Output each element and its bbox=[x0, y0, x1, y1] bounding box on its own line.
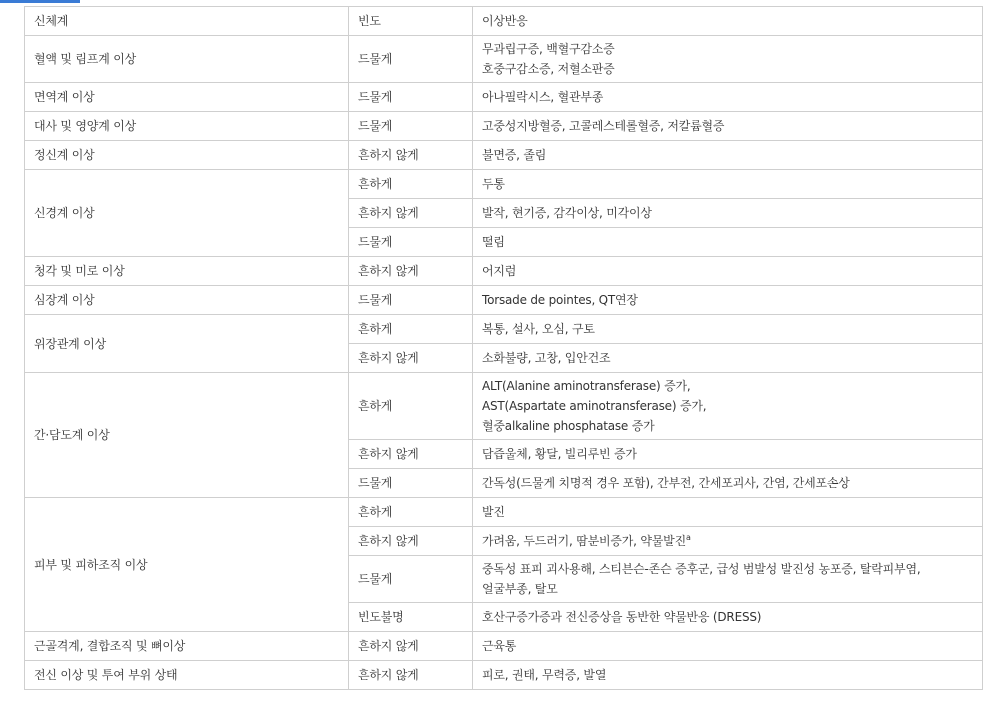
reaction-text bbox=[482, 636, 982, 656]
table-row bbox=[25, 112, 983, 141]
reaction-line: 얼굴부종, 탈모 bbox=[482, 582, 558, 596]
frequency-cell: 흔하지 않게 bbox=[349, 440, 473, 469]
reaction-line: 불면증, 졸림 bbox=[482, 148, 547, 162]
reaction-line: 발작, 현기증, 감각이상, 미각이상 bbox=[482, 206, 652, 220]
table-header-row bbox=[25, 7, 983, 36]
header-system: 신체계 bbox=[25, 7, 349, 36]
system-cell: 간·담도계 이상 bbox=[25, 373, 349, 498]
frequency-cell: 드물게 bbox=[349, 228, 473, 257]
frequency-cell: 흔하지 않게 bbox=[349, 257, 473, 286]
reaction-text bbox=[482, 39, 982, 59]
table-row bbox=[25, 36, 983, 83]
table-row bbox=[25, 141, 983, 170]
table-row bbox=[25, 286, 983, 315]
reaction-cell bbox=[473, 344, 983, 373]
table-row bbox=[25, 83, 983, 112]
system-cell: 피부 및 피하조직 이상 bbox=[25, 498, 349, 632]
system-cell: 혈액 및 림프계 이상 bbox=[25, 36, 349, 83]
frequency-cell: 드물게 bbox=[349, 556, 473, 603]
reaction-cell bbox=[473, 373, 983, 440]
reaction-text bbox=[482, 116, 982, 136]
reaction-text bbox=[482, 416, 982, 436]
reaction-cell bbox=[473, 257, 983, 286]
frequency-cell: 드물게 bbox=[349, 112, 473, 141]
system-cell: 신경계 이상 bbox=[25, 170, 349, 257]
reaction-line: 피로, 권태, 무력증, 발열 bbox=[482, 668, 607, 682]
reaction-cell bbox=[473, 228, 983, 257]
reaction-text bbox=[482, 531, 982, 551]
system-cell: 근골격계, 결합조직 및 뼈이상 bbox=[25, 632, 349, 661]
reaction-line: 두통 bbox=[482, 177, 505, 191]
reaction-text bbox=[482, 261, 982, 281]
adverse-reactions-table bbox=[24, 6, 983, 690]
frequency-cell: 빈도불명 bbox=[349, 603, 473, 632]
reaction-text bbox=[482, 87, 982, 107]
table-row bbox=[25, 661, 983, 690]
reaction-line: Torsade de pointes, QT연장 bbox=[482, 293, 638, 307]
reaction-cell bbox=[473, 170, 983, 199]
reaction-text bbox=[482, 319, 982, 339]
reaction-line: 발진 bbox=[482, 505, 505, 519]
reaction-text bbox=[482, 59, 982, 79]
frequency-cell: 흔하지 않게 bbox=[349, 141, 473, 170]
reaction-text bbox=[482, 348, 982, 368]
table-row bbox=[25, 315, 983, 344]
system-cell: 정신계 이상 bbox=[25, 141, 349, 170]
frequency-cell: 드물게 bbox=[349, 469, 473, 498]
reaction-line: 근육통 bbox=[482, 639, 517, 653]
table-row bbox=[25, 498, 983, 527]
reaction-cell bbox=[473, 632, 983, 661]
reaction-text bbox=[482, 559, 982, 579]
reaction-cell bbox=[473, 498, 983, 527]
reaction-line: 가려움, 두드러기, 땀분비증가, 약물발진 bbox=[482, 534, 686, 548]
reaction-cell bbox=[473, 199, 983, 228]
system-cell: 대사 및 영양계 이상 bbox=[25, 112, 349, 141]
reaction-cell bbox=[473, 440, 983, 469]
reaction-line: 중독성 표피 괴사용해, 스티븐슨-존슨 증후군, 급성 범발성 발진성 농포증, 탈락피부염, bbox=[482, 562, 921, 576]
frequency-cell: 흔하게 bbox=[349, 315, 473, 344]
reaction-cell bbox=[473, 315, 983, 344]
reaction-cell bbox=[473, 112, 983, 141]
reaction-line: 호중구감소증, 저혈소판증 bbox=[482, 62, 615, 76]
reaction-line: 소화불량, 고창, 입안건조 bbox=[482, 351, 611, 365]
header-frequency: 빈도 bbox=[349, 7, 473, 36]
reaction-line: 담즙울체, 황달, 빌리루빈 증가 bbox=[482, 447, 637, 461]
system-cell: 청각 및 미로 이상 bbox=[25, 257, 349, 286]
reaction-text bbox=[482, 396, 982, 416]
reaction-text bbox=[482, 444, 982, 464]
frequency-cell: 흔하지 않게 bbox=[349, 527, 473, 556]
reaction-cell bbox=[473, 661, 983, 690]
reaction-cell bbox=[473, 603, 983, 632]
header-reaction: 이상반응 bbox=[473, 7, 983, 36]
system-cell: 면역계 이상 bbox=[25, 83, 349, 112]
frequency-cell: 드물게 bbox=[349, 286, 473, 315]
system-cell: 위장관계 이상 bbox=[25, 315, 349, 373]
reaction-line: 혈중alkaline phosphatase 증가 bbox=[482, 419, 655, 433]
reaction-text bbox=[482, 145, 982, 165]
frequency-cell: 흔하지 않게 bbox=[349, 632, 473, 661]
reaction-text bbox=[482, 376, 982, 396]
table-row bbox=[25, 257, 983, 286]
frequency-cell: 흔하게 bbox=[349, 170, 473, 199]
table-row bbox=[25, 632, 983, 661]
reaction-line: 호산구증가증과 전신증상을 동반한 약물반응 (DRESS) bbox=[482, 610, 762, 624]
reaction-text bbox=[482, 203, 982, 223]
reaction-text bbox=[482, 232, 982, 252]
reaction-cell bbox=[473, 36, 983, 83]
reaction-line: ALT(Alanine aminotransferase) 증가, bbox=[482, 379, 691, 393]
reaction-text bbox=[482, 579, 982, 599]
reaction-cell bbox=[473, 141, 983, 170]
top-accent-bar bbox=[0, 0, 80, 3]
reaction-text bbox=[482, 665, 982, 685]
reaction-text bbox=[482, 290, 982, 310]
frequency-cell: 흔하지 않게 bbox=[349, 661, 473, 690]
reaction-cell bbox=[473, 556, 983, 603]
system-cell: 심장계 이상 bbox=[25, 286, 349, 315]
frequency-cell: 드물게 bbox=[349, 83, 473, 112]
frequency-cell: 흔하게 bbox=[349, 373, 473, 440]
reaction-cell bbox=[473, 83, 983, 112]
reaction-line: 복통, 설사, 오심, 구토 bbox=[482, 322, 595, 336]
frequency-cell: 흔하게 bbox=[349, 498, 473, 527]
table-row bbox=[25, 373, 983, 440]
reaction-cell bbox=[473, 286, 983, 315]
frequency-cell: 흔하지 않게 bbox=[349, 344, 473, 373]
reaction-text bbox=[482, 174, 982, 194]
footnote-marker: a bbox=[685, 533, 691, 542]
reaction-text bbox=[482, 473, 982, 493]
reaction-line: 간독성(드물게 치명적 경우 포함), 간부전, 간세포괴사, 간염, 간세포손상 bbox=[482, 476, 850, 490]
system-cell: 전신 이상 및 투여 부위 상태 bbox=[25, 661, 349, 690]
reaction-text bbox=[482, 607, 982, 627]
reaction-line: 떨림 bbox=[482, 235, 505, 249]
frequency-cell: 흔하지 않게 bbox=[349, 199, 473, 228]
reaction-line: AST(Aspartate aminotransferase) 증가, bbox=[482, 399, 707, 413]
frequency-cell: 드물게 bbox=[349, 36, 473, 83]
reaction-line: 무과립구증, 백혈구감소증 bbox=[482, 42, 615, 56]
reaction-cell bbox=[473, 527, 983, 556]
reaction-cell bbox=[473, 469, 983, 498]
reaction-line: 어지럼 bbox=[482, 264, 517, 278]
reaction-line: 고중성지방혈증, 고콜레스테롤혈증, 저칼륨혈증 bbox=[482, 119, 725, 133]
table-row bbox=[25, 170, 983, 199]
reaction-line: 아나필락시스, 혈관부종 bbox=[482, 90, 604, 104]
reaction-text bbox=[482, 502, 982, 522]
